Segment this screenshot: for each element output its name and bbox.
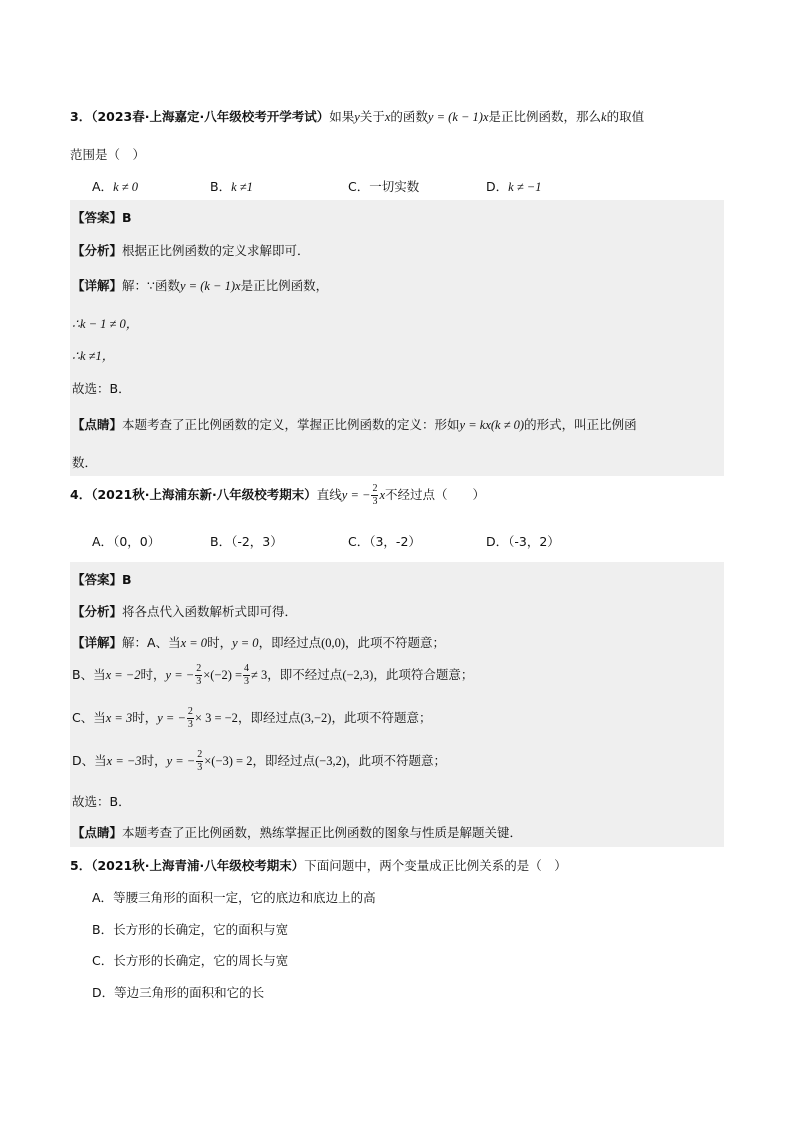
q4-source: （2021秋·上海浦东新·八年级校考期末）: [91, 487, 317, 502]
q4-option-text: （-2，3）: [231, 534, 283, 549]
q4-stem-b: 不经过点（ ）: [385, 487, 486, 502]
q4-d4-m3: ×(−3) = 2: [204, 754, 253, 768]
q3-comment-math: y = kx(k ≠ 0): [459, 418, 525, 432]
q4-d3-fraction: [187, 707, 194, 730]
q5-option-c[interactable]: [92, 951, 288, 969]
q4-d2-m1: x = −2: [105, 668, 141, 682]
q3-stem-d: 是正比例函数，那么: [488, 109, 602, 124]
q3-option-a[interactable]: [92, 177, 138, 195]
q4-detail-line1: [72, 633, 445, 651]
q5-option-d[interactable]: [92, 983, 264, 1001]
q4-d1-a: 解：A、当: [122, 635, 181, 650]
q3-option-b[interactable]: [210, 177, 253, 195]
q3-detail-b: 是正比例函数，: [240, 278, 329, 293]
q4-d4-c: ，即经过点: [252, 753, 315, 768]
q3-stem-e: 的取值: [606, 109, 645, 124]
q4-analysis-tag: 【分析】: [72, 604, 123, 619]
q5-option-letter: A．: [92, 890, 114, 905]
q4-fraction-num: 2: [372, 483, 378, 494]
q4-d1-d: ，此项不符题意；: [345, 635, 446, 650]
q3-option-letter: C．: [348, 179, 370, 194]
q4-d4-den: 3: [197, 762, 203, 773]
q3-step-2: ∴k ≠1，: [72, 349, 115, 363]
q4-analysis-text: 将各点代入函数解析式即可得．: [122, 604, 298, 619]
q3-answer: [72, 208, 132, 226]
q4-comment-text: 本题考查了正比例函数，熟练掌握正比例函数的图象与性质是解题关键．: [122, 825, 523, 840]
q4-d2-d: ，此项符合题意；: [373, 667, 474, 682]
q3-answer-value: B: [122, 210, 132, 225]
q4-d2-den: 3: [196, 676, 202, 687]
q4-function-lhs: y = −: [341, 488, 371, 502]
q4-comment-tag: 【点睛】: [72, 825, 123, 840]
q4-d2-a: B、当: [72, 667, 106, 682]
q3-detail-a: 解：∵函数: [122, 278, 180, 293]
q4-detail-tag: 【详解】: [72, 635, 123, 650]
q3-option-text: k ≠ −1: [508, 180, 542, 194]
q3-option-text: k ≠ 0: [113, 180, 138, 194]
q4-function-rhs: x: [379, 488, 385, 502]
q3-stem-b: 关于: [359, 109, 385, 124]
q3-comment-a: 本题考查了正比例函数的定义，掌握正比例函数的定义：形如: [122, 417, 460, 432]
q4-detail-line4: [72, 750, 446, 773]
q3-comment-b: 的形式，叫正比例函: [524, 417, 637, 432]
q3-analysis-text: 根据正比例函数的定义求解即可．: [122, 243, 310, 258]
q4-option-letter: B．: [210, 534, 232, 549]
q4-answer-value: B: [122, 572, 132, 587]
q5-source: （2021秋·上海青浦·八年级校考期末）: [91, 858, 305, 873]
q4-d2-fraction: [195, 664, 202, 687]
q4-answer-tag: 【答案】: [72, 572, 123, 587]
q4-analysis: [72, 602, 297, 620]
q4-d2-m3: ×(−2) =: [203, 668, 243, 682]
q4-d4-d: ，此项不符题意；: [346, 753, 447, 768]
q3-number: 3．: [70, 109, 92, 124]
q3-detail-tag: 【详解】: [72, 278, 123, 293]
q4-option-text: （3，-2）: [369, 534, 421, 549]
q3-option-letter: D．: [486, 179, 509, 194]
q4-d2-m2: y = −: [165, 668, 195, 682]
q5-stem-text: 下面问题中，两个变量成正比例关系的是（ ）: [304, 858, 567, 873]
q3-comment-tag: 【点睛】: [72, 417, 123, 432]
q3-stem-line1: [70, 107, 644, 125]
q5-option-letter: D．: [92, 985, 115, 1000]
q4-d2-b: 时，: [140, 667, 166, 682]
q3-source: （2023春·上海嘉定·八年级校考开学考试）: [91, 109, 330, 124]
q4-d2-fraction2: [243, 664, 250, 687]
q5-option-b[interactable]: [92, 920, 288, 938]
q4-d1-m1: x = 0: [180, 636, 208, 650]
q4-d4-b: 时，: [141, 753, 167, 768]
q3-var-x: x: [384, 110, 391, 124]
q4-option-a[interactable]: [92, 532, 160, 550]
q3-comment-line2: 数．: [72, 455, 98, 470]
q4-d4-fraction: [196, 750, 203, 773]
q4-d3-m4: (3,−2): [300, 711, 332, 725]
q4-option-letter: A．: [92, 534, 114, 549]
q3-var-k: k: [601, 110, 607, 124]
q3-function: y = (k − 1)x: [427, 110, 489, 124]
q4-d4-num: 2: [197, 749, 203, 760]
q5-option-text: 长方形的长确定，它的面积与宽: [113, 922, 289, 937]
q4-option-d[interactable]: [486, 532, 560, 550]
q4-d3-m3: × 3 = −2: [194, 711, 238, 725]
q5-option-text: 等边三角形的面积和它的长: [114, 985, 265, 1000]
q3-choose: 故选：B．: [72, 381, 131, 396]
q4-answer: [72, 570, 132, 588]
q4-option-text: （-3，2）: [508, 534, 560, 549]
q3-step-1: ∴k − 1 ≠ 0，: [72, 317, 139, 331]
q5-stem: [70, 856, 567, 874]
q4-d3-den: 3: [187, 719, 193, 730]
q4-choose: 故选：B．: [72, 794, 131, 809]
q3-option-d[interactable]: [486, 177, 541, 195]
q4-d3-m1: x = 3: [105, 711, 133, 725]
q4-d3-c: ，即经过点: [237, 710, 301, 725]
q4-fraction: [371, 484, 378, 507]
q3-stem-c: 的函数: [390, 109, 428, 124]
q4-option-letter: C．: [348, 534, 370, 549]
q4-d1-b: 时，: [207, 635, 233, 650]
q3-option-letter: A．: [92, 179, 114, 194]
q4-d4-m4: (−3,2): [315, 754, 346, 768]
q4-d2-m5: (−2,3): [342, 668, 374, 682]
q3-analysis: [72, 241, 310, 259]
q4-option-b[interactable]: [210, 532, 283, 550]
q4-d2-m4: ≠ 3: [251, 668, 268, 682]
q3-answer-tag: 【答案】: [72, 210, 123, 225]
q4-detail-line2: [72, 664, 473, 687]
q4-d2-c: ，即不经过点: [267, 667, 343, 682]
q4-d2-num2: 4: [244, 663, 250, 674]
q5-option-letter: B．: [92, 922, 114, 937]
q4-d1-m2: y = 0: [232, 636, 259, 650]
q5-option-text: 长方形的长确定，它的周长与宽: [113, 953, 289, 968]
q3-var-y: y: [354, 110, 360, 124]
q4-d3-num: 2: [187, 706, 193, 717]
q5-option-letter: C．: [92, 953, 114, 968]
q4-d1-c: ，即经过点: [258, 635, 322, 650]
q3-option-letter: B．: [210, 179, 232, 194]
q4-d3-b: 时，: [132, 710, 158, 725]
q4-option-text: （0，0）: [113, 534, 161, 549]
q3-detail-function: y = (k − 1)x: [179, 279, 241, 293]
q4-comment: [72, 823, 522, 841]
q4-number: 4．: [70, 487, 92, 502]
q4-stem: [70, 484, 485, 507]
q3-stem-line2: 范围是（ ）: [70, 147, 146, 162]
q4-stem-a: 直线: [316, 487, 342, 502]
q3-option-text: k ≠1: [231, 180, 253, 194]
q3-option-c[interactable]: [348, 177, 419, 195]
q3-comment: [72, 415, 637, 433]
q4-d4-m2: y = −: [166, 754, 196, 768]
q5-option-a[interactable]: [92, 888, 376, 906]
q4-d2-den2: 3: [244, 676, 250, 687]
q4-option-letter: D．: [486, 534, 509, 549]
q4-d3-a: C、当: [72, 710, 106, 725]
q4-option-c[interactable]: [348, 532, 421, 550]
q5-number: 5．: [70, 858, 92, 873]
q3-detail: [72, 276, 328, 294]
q4-d3-d: ，此项不符题意；: [331, 710, 432, 725]
q4-detail-line3: [72, 707, 431, 730]
q4-d2-num: 2: [196, 663, 202, 674]
q3-stem-a: 如果: [329, 109, 355, 124]
q5-option-text: 等腰三角形的面积一定，它的底边和底边上的高: [113, 890, 376, 905]
q3-option-text: 一切实数: [369, 179, 420, 194]
q3-analysis-tag: 【分析】: [72, 243, 123, 258]
q4-d4-a: D、当: [72, 753, 107, 768]
q4-fraction-den: 3: [372, 496, 378, 507]
q4-d4-m1: x = −3: [106, 754, 142, 768]
q4-d3-m2: y = −: [157, 711, 186, 725]
q4-d1-m3: (0,0): [321, 636, 346, 650]
